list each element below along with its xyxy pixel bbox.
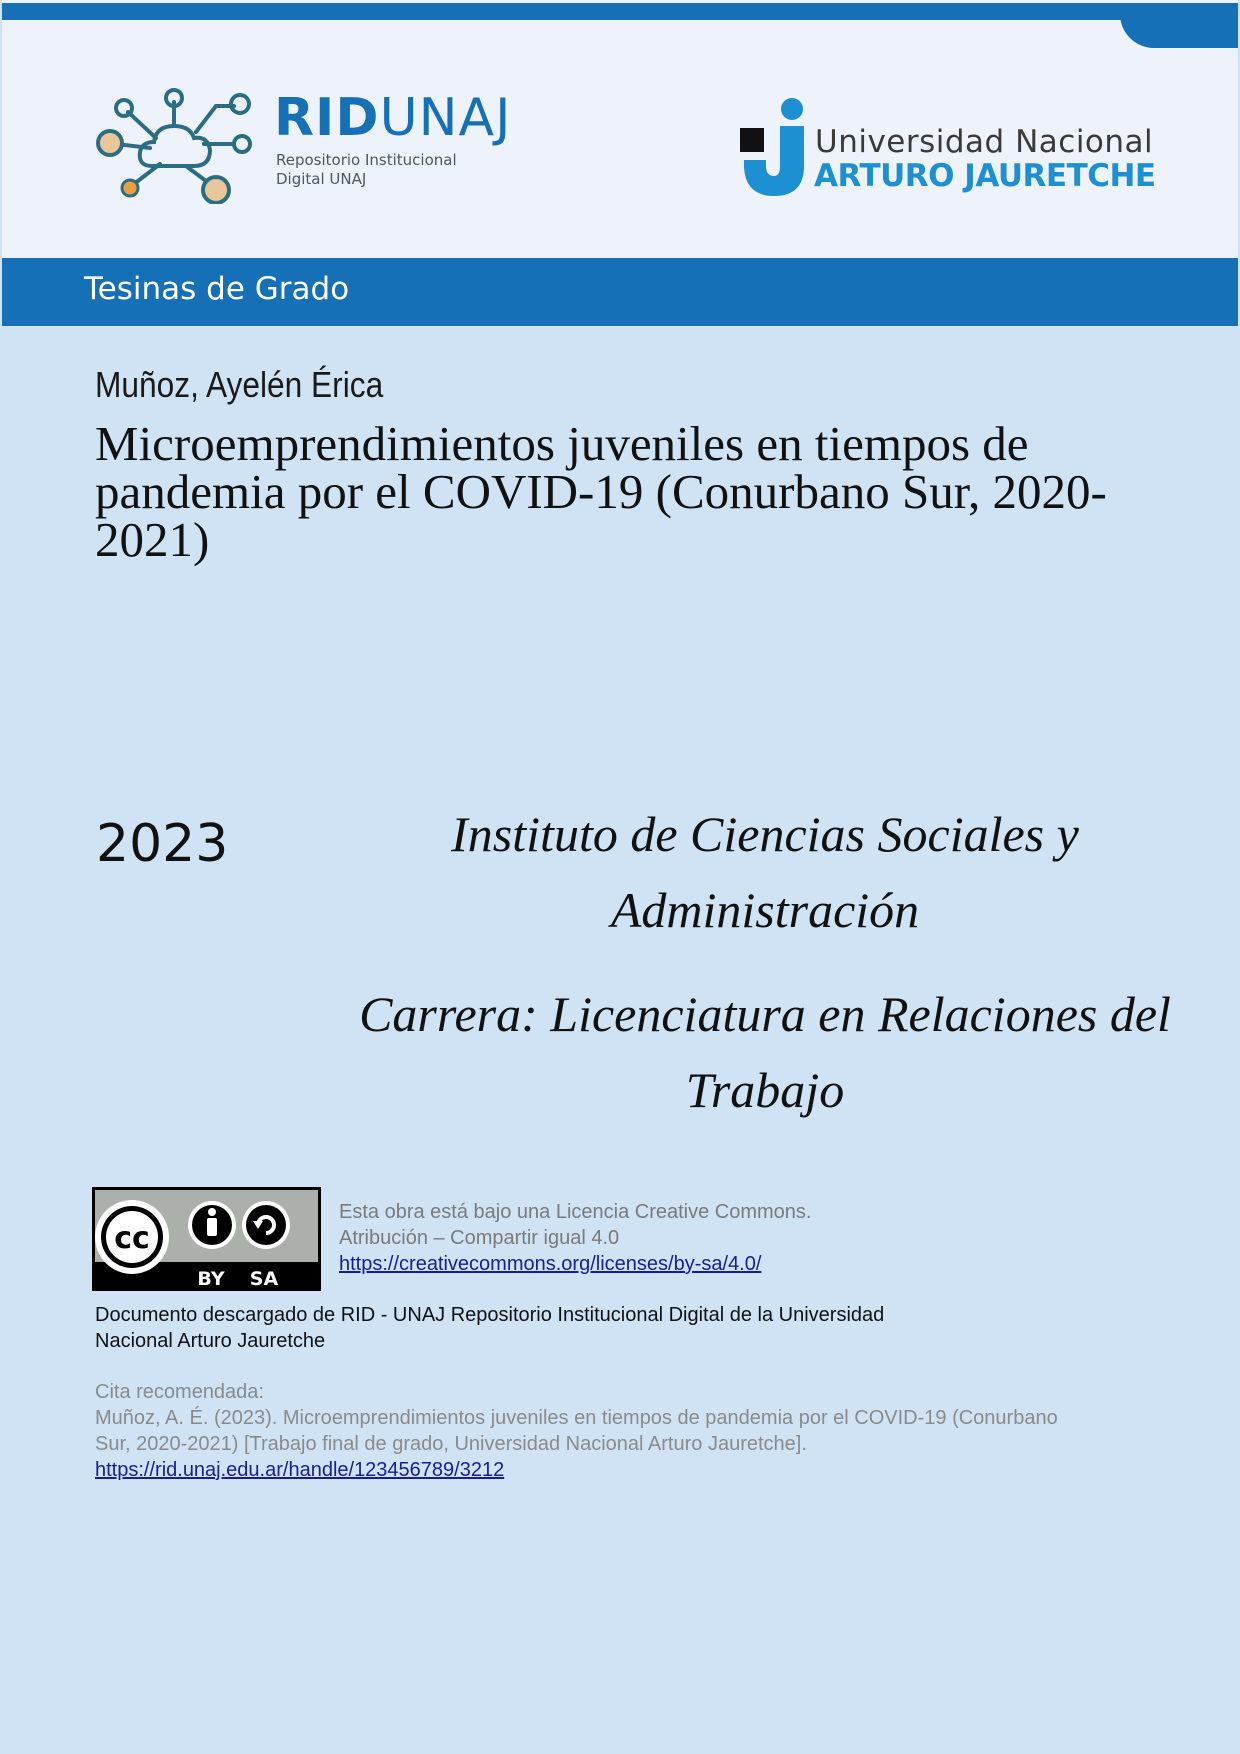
recommended-citation [95,1379,1155,1483]
download-notice: Documento descargado de RID - UNAJ Repositorio Institucional Digital de la Universidad Nacional Arturo Jauretche [95,1304,885,1352]
rid-logo-wordmark: RIDUNAJ [274,88,512,148]
cc-by-sa-badge [92,1187,321,1291]
unaj-logo-line2: ARTURO JAURETCHE [814,158,1156,194]
citation-line1: Muñoz, A. É. (2023). Microemprendimientos juveniles en tiempos de pandemia por el COVID-19 (Conurbano [95,1407,1058,1429]
citation-link[interactable]: https://rid.unaj.edu.ar/handle/123456789/3212 [95,1459,505,1481]
license-line2: Atribución – Compartir igual 4.0 [339,1227,620,1249]
license-line1: Esta obra está bajo una Licencia Creative Commons. [339,1201,812,1223]
top-accent-strip [2,3,1238,20]
cloud-network-icon [94,86,274,204]
section-label: Tesinas de Grado [84,271,350,307]
document-title: Microemprendimientos juveniles en tiempos de pandemia por el COVID-19 (Conurbano Sur, 2020-2021) [95,416,1107,567]
citation-heading: Cita recomendada: [95,1381,264,1403]
cc-sa-label: SA [249,1268,279,1290]
unaj-logo-line1: Universidad Nacional [815,124,1154,160]
svg-text:cc: cc [114,1221,150,1256]
license-link[interactable]: https://creativecommons.org/licenses/by-sa/4.0/ [339,1253,762,1275]
unaj-j-mark [740,98,806,198]
author-name: Muñoz, Ayelén Érica [95,364,384,405]
career-name: Carrera: Licenciatura en Relaciones del Trabajo [359,986,1171,1118]
rid-logo-subtitle: Repositorio Institucional Digital UNAJ [276,151,457,188]
cc-by-label: BY [197,1268,225,1290]
institute-name: Instituto de Ciencias Sociales y Administración [451,806,1079,938]
citation-line2: Sur, 2020-2021) [Trabajo final de grado, Universidad Nacional Arturo Jauretche]. [95,1433,807,1455]
top-accent-tab [1120,3,1238,48]
publication-year: 2023 [96,814,229,874]
license-text [339,1199,811,1277]
